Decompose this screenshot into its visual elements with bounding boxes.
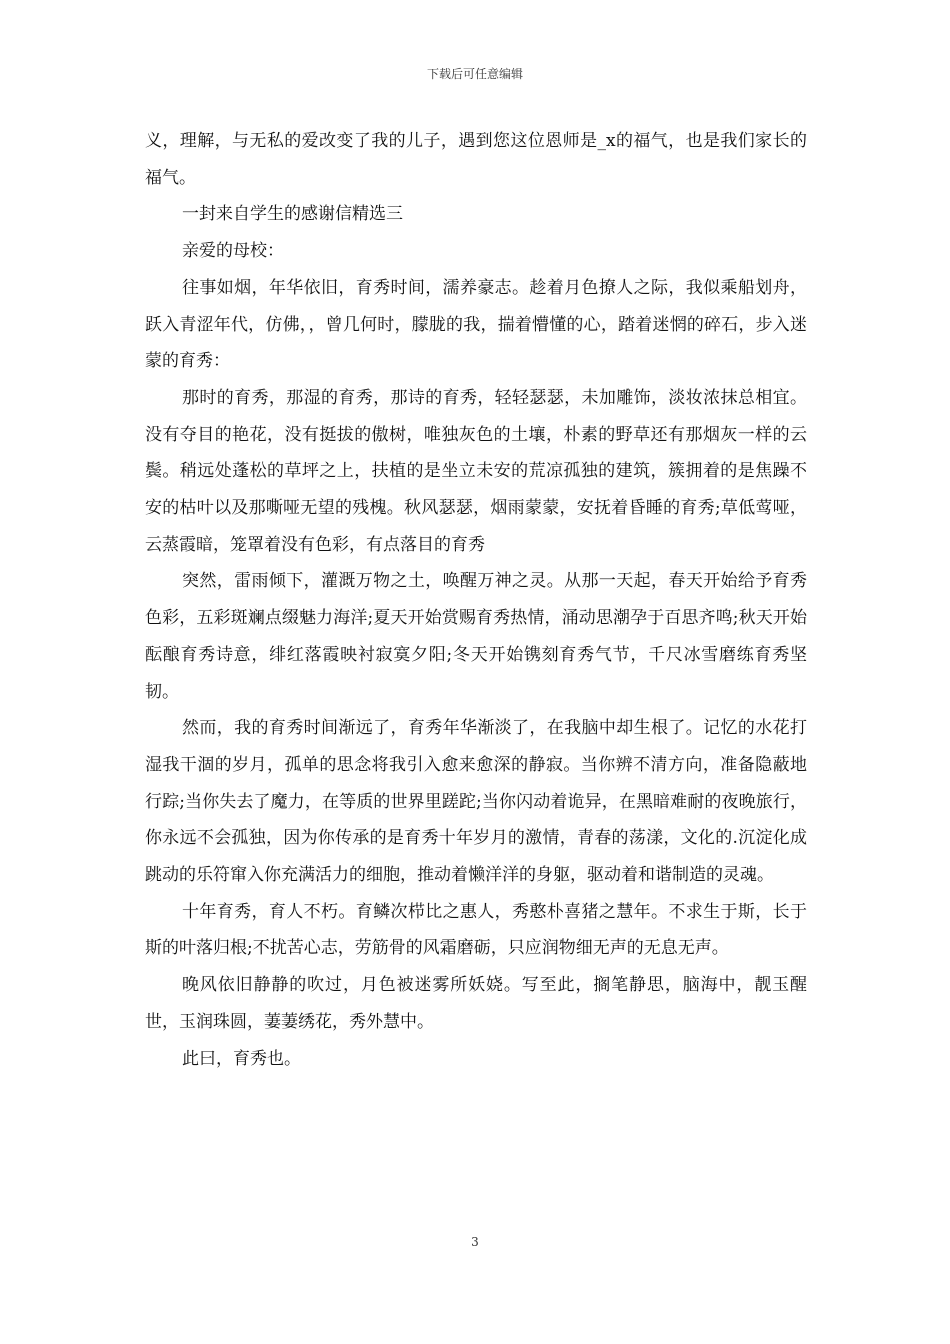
paragraph: 晚风依旧静静的吹过，月色被迷雾所妖娆。写至此，搁笔静思，脑海中，靓玉醒世，玉润珠圆，萋萋绣花，秀外慧中。 <box>145 975 807 1032</box>
paragraph: 那时的育秀，那湿的育秀，那诗的育秀，轻轻瑟瑟，未加雕饰，淡妆浓抹总相宜。没有夺目的艳花，没有挺拔的傲树，唯独灰色的土壤，朴素的野草还有那烟灰一样的云鬓。稍远处蓬松的草坪之上，扶植的是坐立未安的荒凉孤独的建筑，簇拥着的是焦躁不安的枯叶以及那嘶哑无望的残槐。秋风瑟瑟，烟雨蒙蒙，安抚着昏睡的育秀;草低莺哑，云蒸霞暗，笼罩着没有色彩，有点落目的育秀 <box>145 387 807 555</box>
page-header: 下载后可任意编辑 <box>426 67 523 81</box>
paragraph-continuation: 义，理解，与无私的爱改变了我的儿子，遇到您这位恩师是_x的福气，也是我们家长的福气。 <box>145 131 807 188</box>
letter-closing: 此曰，育秀也。 <box>182 1048 301 1069</box>
letter-salutation: 亲爱的母校： <box>182 241 284 262</box>
paragraph: 突然，雷雨倾下，灌溉万物之土，唤醒万神之灵。从那一天起，春天开始给予育秀色彩，五彩斑斓点缀魅力海洋;夏天开始赏赐育秀热情，涌动思潮孕于百思齐鸣;秋天开始酝酿育秀诗意，绯红落霞映衬寂寞夕阳;冬天开始镌刻育秀气节，千尺冰雪磨练育秀坚韧。 <box>145 571 807 702</box>
paragraph: 然而，我的育秀时间渐远了，育秀年华渐淡了，在我脑中却生根了。记忆的水花打湿我干涸的岁月，孤单的思念将我引入愈来愈深的静寂。当你辨不清方向，准备隐蔽地行踪;当你失去了魔力，在等质的世界里蹉跎;当你闪动着诡异，在黑暗难耐的夜晚旅行，你永远不会孤独，因为你传承的是育秀十年岁月的激情，青春的荡漾，文化的.沉淀化成跳动的乐符窜入你充满活力的细胞，推动着懒洋洋的身躯，驱动着和谐制造的灵魂。 <box>145 718 807 886</box>
paragraph: 十年育秀，育人不朽。育鳞次栉比之惠人，秀憨朴喜猪之慧年。不求生于斯，长于斯的叶落归根;不扰苦心志，劳筋骨的风霜磨砺，只应润物细无声的无息无声。 <box>145 901 807 959</box>
page-number: 3 <box>471 1235 479 1249</box>
section-heading: 一封来自学生的感谢信精选三 <box>182 204 403 225</box>
paragraph: 往事如烟，年华依旧，育秀时间，濡养豪志。趁着月色撩人之际，我似乘船划舟，跃入青涩年代，仿佛，，曾几何时，朦胧的我，揣着懵懂的心，踏着迷惘的碎石，步入迷蒙的育秀： <box>145 277 807 372</box>
document-body <box>145 123 807 1077</box>
